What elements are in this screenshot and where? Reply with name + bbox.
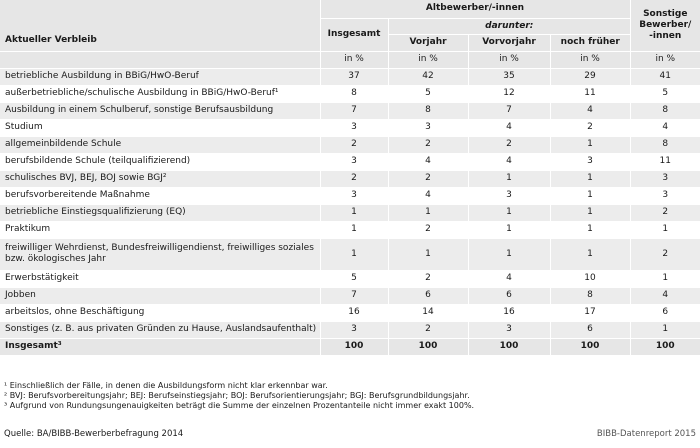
value-cell: 16 xyxy=(320,304,388,321)
value-cell: 2 xyxy=(320,170,388,187)
value-cell: 42 xyxy=(388,68,468,85)
row-label: Praktikum xyxy=(0,221,320,238)
value-cell: 1 xyxy=(550,187,630,204)
table-row xyxy=(0,85,700,102)
value-cell: 1 xyxy=(550,204,630,221)
unit-cell: in % xyxy=(320,51,388,68)
unit-cell: in % xyxy=(468,51,550,68)
table-row xyxy=(0,238,700,270)
value-cell: 1 xyxy=(550,170,630,187)
subgroup-header: darunter: xyxy=(388,18,630,34)
footnote-3: ³ Aufgrund von Rundungsungenauigkeiten beträgt die Summe der einzelnen Prozentanteile nicht immer exakt 100%. xyxy=(4,401,475,410)
value-cell: 8 xyxy=(630,136,700,153)
col-header-earlier: noch früher xyxy=(550,34,630,51)
value-cell: 8 xyxy=(320,85,388,102)
value-cell: 37 xyxy=(320,68,388,85)
row-label: allgemeinbildende Schule xyxy=(0,136,320,153)
value-cell: 8 xyxy=(550,287,630,304)
value-cell: 1 xyxy=(320,221,388,238)
value-cell: 8 xyxy=(630,102,700,119)
value-cell: 6 xyxy=(468,287,550,304)
value-cell: 3 xyxy=(320,119,388,136)
row-label: Studium xyxy=(0,119,320,136)
value-cell: 2 xyxy=(630,238,700,270)
table-row xyxy=(0,102,700,119)
unit-blank-cell xyxy=(0,51,320,68)
table-row xyxy=(0,304,700,321)
value-cell: 1 xyxy=(468,204,550,221)
value-cell: 5 xyxy=(630,85,700,102)
unit-cell: in % xyxy=(550,51,630,68)
table-row xyxy=(0,119,700,136)
value-cell: 3 xyxy=(468,321,550,338)
total-value-cell: 100 xyxy=(468,338,550,355)
value-cell: 3 xyxy=(320,321,388,338)
value-cell: 3 xyxy=(550,153,630,170)
value-cell: 5 xyxy=(388,85,468,102)
value-cell: 12 xyxy=(468,85,550,102)
value-cell: 2 xyxy=(388,321,468,338)
row-label: betriebliche Ausbildung in BBiG/HwO-Beruf xyxy=(0,68,320,85)
value-cell: 2 xyxy=(388,170,468,187)
total-value-cell: 100 xyxy=(388,338,468,355)
value-cell: 1 xyxy=(320,204,388,221)
value-cell: 1 xyxy=(550,221,630,238)
report-label: BIBB-Datenreport 2015 xyxy=(596,429,696,439)
row-label: freiwilliger Wehrdienst, Bundesfreiwilligendienst, freiwilliges soziales bzw. ökologisches Jahr xyxy=(0,238,320,270)
table-row xyxy=(0,170,700,187)
row-label: Sonstiges (z. B. aus privaten Gründen zu Hause, Auslandsaufenthalt) xyxy=(0,321,320,338)
value-cell: 7 xyxy=(320,102,388,119)
value-cell: 11 xyxy=(630,153,700,170)
row-label: schulisches BVJ, BEJ, BOJ sowie BGJ² xyxy=(0,170,320,187)
value-cell: 6 xyxy=(550,321,630,338)
value-cell: 35 xyxy=(468,68,550,85)
footnote-1: ¹ Einschließlich der Fälle, in denen die Ausbildungsform nicht klar erkennbar war. xyxy=(4,381,328,390)
value-cell: 3 xyxy=(468,187,550,204)
value-cell: 3 xyxy=(630,170,700,187)
table-row xyxy=(0,287,700,304)
value-cell: 3 xyxy=(388,119,468,136)
value-cell: 2 xyxy=(388,270,468,287)
total-column-header: Insgesamt xyxy=(320,18,388,51)
value-cell: 1 xyxy=(388,204,468,221)
value-cell: 7 xyxy=(320,287,388,304)
value-cell: 4 xyxy=(550,102,630,119)
value-cell: 4 xyxy=(468,119,550,136)
value-cell: 5 xyxy=(320,270,388,287)
value-cell: 29 xyxy=(550,68,630,85)
row-label: arbeitslos, ohne Beschäftigung xyxy=(0,304,320,321)
value-cell: 2 xyxy=(550,119,630,136)
footnotes xyxy=(4,381,696,411)
table-row xyxy=(0,321,700,338)
value-cell: 1 xyxy=(388,238,468,270)
value-cell: 1 xyxy=(320,238,388,270)
row-label: betriebliche Einstiegsqualifizierung (EQ) xyxy=(0,204,320,221)
value-cell: 2 xyxy=(388,136,468,153)
group-header: Altbewerber/-innen xyxy=(320,0,630,18)
value-cell: 1 xyxy=(630,321,700,338)
table-row xyxy=(0,68,700,85)
value-cell: 41 xyxy=(630,68,700,85)
value-cell: 2 xyxy=(320,136,388,153)
value-cell: 4 xyxy=(630,287,700,304)
footnote-2: ² BVJ: Berufsvorbereitungsjahr; BEJ: Berufseinstiegsjahr; BOJ: Berufsorientierungsjahr; BGJ: Berufsgrundbildungsjahr. xyxy=(4,391,470,400)
column-header-label: Aktueller Verbleib xyxy=(0,0,320,51)
value-cell: 14 xyxy=(388,304,468,321)
unit-cell: in % xyxy=(630,51,700,68)
value-cell: 6 xyxy=(388,287,468,304)
value-cell: 1 xyxy=(468,221,550,238)
total-value-cell: 100 xyxy=(630,338,700,355)
total-value-cell: 100 xyxy=(550,338,630,355)
table-row xyxy=(0,153,700,170)
unit-row xyxy=(0,51,700,68)
value-cell: 17 xyxy=(550,304,630,321)
value-cell: 1 xyxy=(468,238,550,270)
row-label: berufsbildende Schule (teilqualifizierend) xyxy=(0,153,320,170)
total-row xyxy=(0,338,700,355)
table-row xyxy=(0,187,700,204)
value-cell: 1 xyxy=(630,270,700,287)
value-cell: 7 xyxy=(468,102,550,119)
value-cell: 4 xyxy=(630,119,700,136)
value-cell: 1 xyxy=(630,221,700,238)
value-cell: 11 xyxy=(550,85,630,102)
row-label: außerbetriebliche/schulische Ausbildung in BBiG/HwO-Beruf¹ xyxy=(0,85,320,102)
unit-cell: in % xyxy=(388,51,468,68)
value-cell: 4 xyxy=(468,153,550,170)
source-text: Quelle: BA/BIBB-Bewerberbefragung 2014 xyxy=(4,429,184,439)
row-label: Erwerbstätigkeit xyxy=(0,270,320,287)
row-label: berufsvorbereitende Maßnahme xyxy=(0,187,320,204)
value-cell: 8 xyxy=(388,102,468,119)
value-cell: 3 xyxy=(630,187,700,204)
value-cell: 3 xyxy=(320,187,388,204)
total-label: Insgesamt³ xyxy=(0,338,320,355)
table-row xyxy=(0,136,700,153)
value-cell: 1 xyxy=(468,170,550,187)
table-row xyxy=(0,221,700,238)
value-cell: 4 xyxy=(388,153,468,170)
col-header-prev-prev-year: Vorvorjahr xyxy=(468,34,550,51)
value-cell: 6 xyxy=(630,304,700,321)
total-value-cell: 100 xyxy=(320,338,388,355)
table-row xyxy=(0,270,700,287)
value-cell: 2 xyxy=(388,221,468,238)
row-label: Jobben xyxy=(0,287,320,304)
table-row xyxy=(0,204,700,221)
value-cell: 4 xyxy=(468,270,550,287)
value-cell: 16 xyxy=(468,304,550,321)
value-cell: 2 xyxy=(630,204,700,221)
value-cell: 10 xyxy=(550,270,630,287)
value-cell: 2 xyxy=(468,136,550,153)
value-cell: 1 xyxy=(550,136,630,153)
value-cell: 4 xyxy=(388,187,468,204)
value-cell: 1 xyxy=(550,238,630,270)
row-label: Ausbildung in einem Schulberuf, sonstige Berufsausbildung xyxy=(0,102,320,119)
other-applicants-header: Sonstige Bewerber/ -innen xyxy=(630,0,700,51)
col-header-prev-year: Vorjahr xyxy=(388,34,468,51)
value-cell: 3 xyxy=(320,153,388,170)
